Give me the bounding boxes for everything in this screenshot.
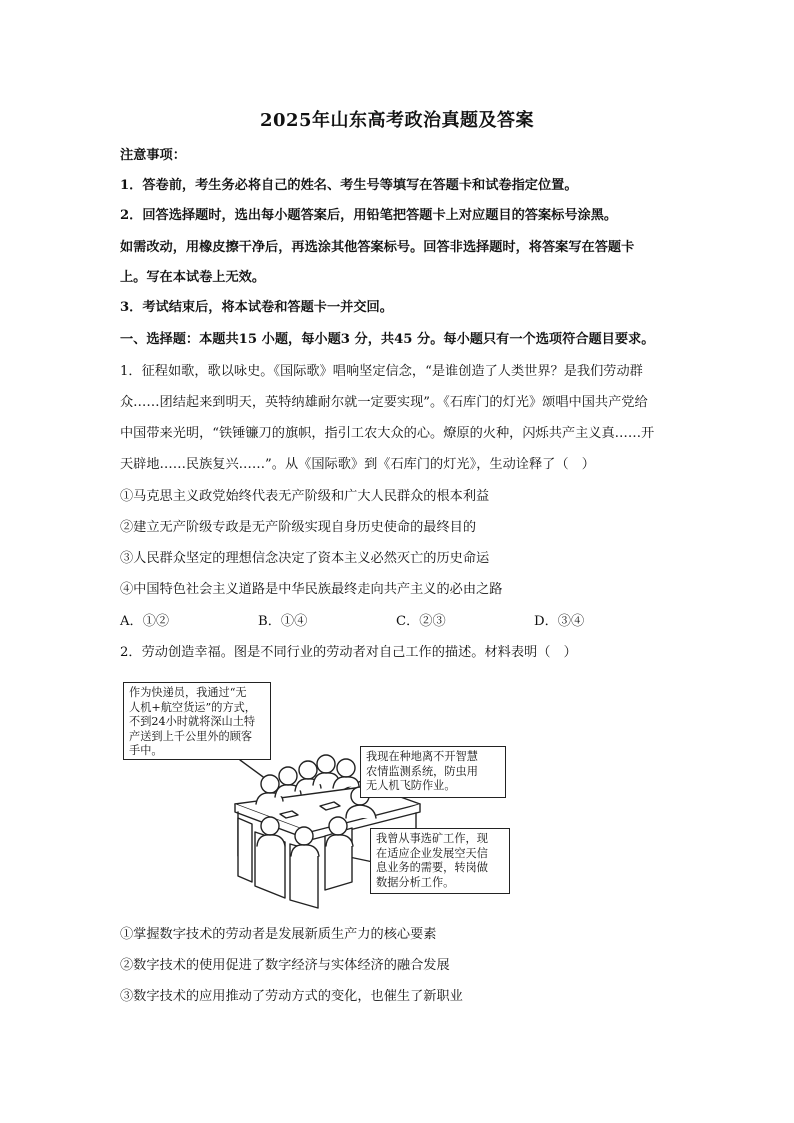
speech-bubble-courier: 作为快递员，我通过“无 人机+航空货运”的方式， 不到24小时就将深山土特 产送到上千公里外的顾客 手中。 <box>123 682 271 760</box>
notice-item-2-cont: 如需改动，用橡皮擦干净后，再选涂其他答案标号。回答非选择题时，将答案写在答题卡 <box>120 240 635 255</box>
question-1-line: 天辟地……民族复兴……”。从《国际歌》到《石库门的灯光》，生动诠释了（ ） <box>120 457 595 472</box>
question-2-statement: ②数字技术的使用促进了数字经济与实体经济的融合发展 <box>120 958 450 973</box>
question-2-stem: 2．劳动创造幸福。图是不同行业的劳动者对自己工作的描述。材料表明（ ） <box>120 645 577 660</box>
question-1-line: 中国带来光明，“铁锤镰刀的旗帜，指引工农大众的心。燎原的火种，闪烁共产主义真……开 <box>120 426 655 441</box>
notice-item-3: 3．考试结束后，将本试卷和答题卡一并交回。 <box>120 300 393 315</box>
option-d: D．③④ <box>534 614 585 629</box>
option-c: C．②③ <box>396 614 446 629</box>
question-1-statement: ①马克思主义政党始终代表无产阶级和广大人民群众的根本利益 <box>120 489 490 504</box>
option-b: B．①④ <box>258 614 308 629</box>
question-2-statement: ①掌握数字技术的劳动者是发展新质生产力的核心要素 <box>120 927 437 942</box>
question-1-statement: ④中国特色社会主义道路是中华民族最终走向共产主义的必由之路 <box>120 582 503 597</box>
section-heading: 一、选择题：本题共15 小题，每小题3 分，共45 分。每小题只有一个选项符合题目要求。 <box>120 332 655 347</box>
notice-item-1: 1．答卷前，考生务必将自己的姓名、考生号等填写在答题卡和试卷指定位置。 <box>120 178 578 193</box>
notice-item-2-cont-2: 上。写在本试卷上无效。 <box>120 270 266 285</box>
question-2-statement: ③数字技术的应用推动了劳动方式的变化，也催生了新职业 <box>120 989 463 1004</box>
notice-heading: 注意事项： <box>120 148 186 163</box>
notice-item-2: 2．回答选择题时，选出每小题答案后，用铅笔把答题卡上对应题目的答案标号涂黑。 <box>120 208 618 223</box>
option-a: A．①② <box>120 614 170 629</box>
speech-bubble-farmer: 我现在种地离不开智慧 农情监测系统，防虫用 无人机飞防作业。 <box>360 746 506 798</box>
page-title: 2025年山东高考政治真题及答案 <box>259 110 535 131</box>
question-1-line: 1．征程如歌，歌以咏史。《国际歌》唱响坚定信念，“是谁创造了人类世界？是我们劳动群 <box>120 364 643 379</box>
speech-bubble-analyst: 我曾从事选矿工作，现 在适应企业发展空天信 息业务的需要，转岗做 数据分析工作。 <box>370 828 510 894</box>
question-1-statement: ②建立无产阶级专政是无产阶级实现自身历史使命的最终目的 <box>120 520 477 535</box>
question-1-line: 众……团结起来到明天，英特纳雄耐尔就一定要实现”。《石库门的灯光》颂唱中国共产党给 <box>120 395 648 410</box>
question-1-statement: ③人民群众坚定的理想信念决定了资本主义必然灭亡的历史命运 <box>120 551 490 566</box>
workers-illustration <box>120 676 510 916</box>
